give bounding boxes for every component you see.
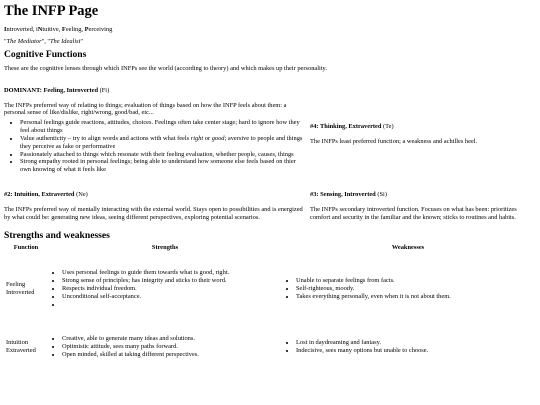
list-item: • Self-righteous, moody.: [296, 285, 532, 293]
list-item: • Takes everything personally, even when it is not about them.: [296, 293, 532, 301]
table-row: [4, 324, 534, 370]
list-item: • Strong sense of principles; has integrity and sticks to their word.: [62, 277, 280, 285]
row-function: Intuition Extraverted: [6, 339, 36, 354]
strengths-weaknesses-table: [4, 244, 534, 370]
table-header-row: [4, 244, 534, 254]
dominant-desc: The INFPs preferred way of relating to things; evaluation of things based on how the INFP feels about them: a personal sense of like/dislike, right/wrong, good/bad, etc...: [4, 101, 287, 117]
quote-close: ": [80, 37, 83, 45]
second-function: [4, 191, 304, 221]
fourth-function: [310, 87, 536, 174]
fourth-title: [310, 123, 536, 131]
type-letters-line: [4, 26, 536, 34]
letter-p-rest: erceiving: [88, 25, 113, 33]
alias-idealist: The Idealist: [50, 37, 81, 45]
letter-i: I: [4, 25, 7, 33]
alias-separator: ,: [44, 37, 48, 45]
dominant-title-text: DOMINANT: Feeling, Introverted: [4, 86, 99, 94]
list-item: • Unconditional self-acceptance.: [62, 293, 280, 301]
row-weaknesses: [282, 324, 534, 370]
header-function: Function: [13, 244, 39, 252]
third-code: (Si): [377, 190, 387, 198]
bullet-text: ; aversive to people and things they perceive as fake or performative: [20, 134, 303, 150]
second-code: (Ne): [76, 190, 88, 198]
list-item: [62, 301, 280, 309]
letter-p: P: [84, 25, 89, 33]
bullet-text: or: [203, 134, 212, 142]
fourth-code: (Te): [383, 122, 394, 130]
header-weaknesses: Weaknesses: [391, 244, 425, 252]
list-item: • Optimistic attitude, sees many paths forward.: [62, 343, 280, 351]
page-title: The INFP Page: [4, 3, 99, 19]
bullet-emphasis: good: [211, 134, 225, 142]
cognitive-intro: These are the cognitive lenses through which INFPs see the world (according to theory) and which makes up their personality.: [4, 65, 327, 73]
dominant-function: [4, 87, 304, 174]
bullet-text: Value authenticity – try to align words and actions with what feels: [20, 134, 191, 142]
letter-f-rest: eeling,: [65, 25, 85, 33]
row-weaknesses: [282, 254, 534, 324]
functions-row-1: [4, 87, 536, 174]
list-item: • Open minded, skilled at taking different perspectives.: [62, 351, 280, 359]
second-title: [4, 191, 304, 199]
third-title-text: #3: Sensing, Introverted: [310, 190, 376, 198]
list-item: • Unable to separate feelings from facts.: [296, 277, 532, 285]
alias-mediator: The Mediator: [6, 37, 42, 45]
quote-close: ": [41, 37, 45, 45]
letter-f: F: [61, 25, 66, 33]
dominant-code: (Fi): [99, 86, 110, 94]
list-item: • Lost in daydreaming and fantasy.: [296, 339, 532, 347]
list-item: • Indecisive, sees many options but unable to choose.: [296, 347, 532, 355]
cognitive-functions-heading: Cognitive Functions: [4, 49, 87, 61]
third-function: [310, 191, 536, 221]
quote-open: ": [4, 37, 7, 45]
third-desc: The INFPs secondary introverted function. Focuses on what has been: prioritizes comfort and security in the familiar and the known; sticks to routines and habits.: [310, 205, 517, 221]
list-item: • Creative, able to generate many ideas and solutions.: [62, 335, 280, 343]
aliases-line: [4, 38, 536, 46]
second-title-text: #2: Intuition, Extraverted: [4, 190, 75, 198]
bullet-emphasis: right: [190, 134, 204, 142]
header-strengths: Strengths: [151, 244, 179, 252]
fourth-desc: The INFPs least preferred function; a weakness and achilles heel.: [310, 137, 478, 145]
functions-row-2: [4, 191, 536, 221]
strengths-weaknesses-heading: Strengths and weaknesses: [4, 230, 110, 242]
list-item: • Strong empathy rooted in personal feelings; being able to understand how someone else feels based on thier own knowing of what it feels like: [20, 158, 304, 174]
row-function: Feeling Introverted: [6, 281, 35, 296]
letter-n: N: [37, 25, 43, 33]
quote-open: ": [47, 37, 50, 45]
letter-i-rest: ntroverted,: [6, 25, 36, 33]
list-item: • Respects individual freedom.: [62, 285, 280, 293]
letter-n-rest: tuitive,: [42, 25, 62, 33]
third-title: [310, 191, 536, 199]
dominant-title: [4, 87, 304, 95]
dominant-bullets: [4, 119, 304, 174]
row-strengths: [48, 324, 282, 370]
row-strengths: [48, 254, 282, 324]
list-item: • Personal feelings guide reactions, attitudes, choices. Feelings often take center stage; hard to ignore how they feel about things: [20, 119, 304, 135]
table-row: [4, 254, 534, 324]
second-desc: The INFPs preferred way of mentally interacting with the external world. Stays open to possibilities and is energized by what could be: generating new ideas, seeing different perspectives, exploring potential scenarios.: [4, 205, 303, 221]
list-item: • Uses personal feelings to guide them towards what is good, right.: [62, 269, 280, 277]
letter-n-pre: i: [35, 25, 38, 33]
list-item: [20, 135, 304, 151]
fourth-title-text: #4: Thinking, Extraverted: [310, 122, 382, 130]
list-item: • Passionately attached to things which resonate with their feeling evaluation, whether people, causes, things: [20, 151, 304, 159]
